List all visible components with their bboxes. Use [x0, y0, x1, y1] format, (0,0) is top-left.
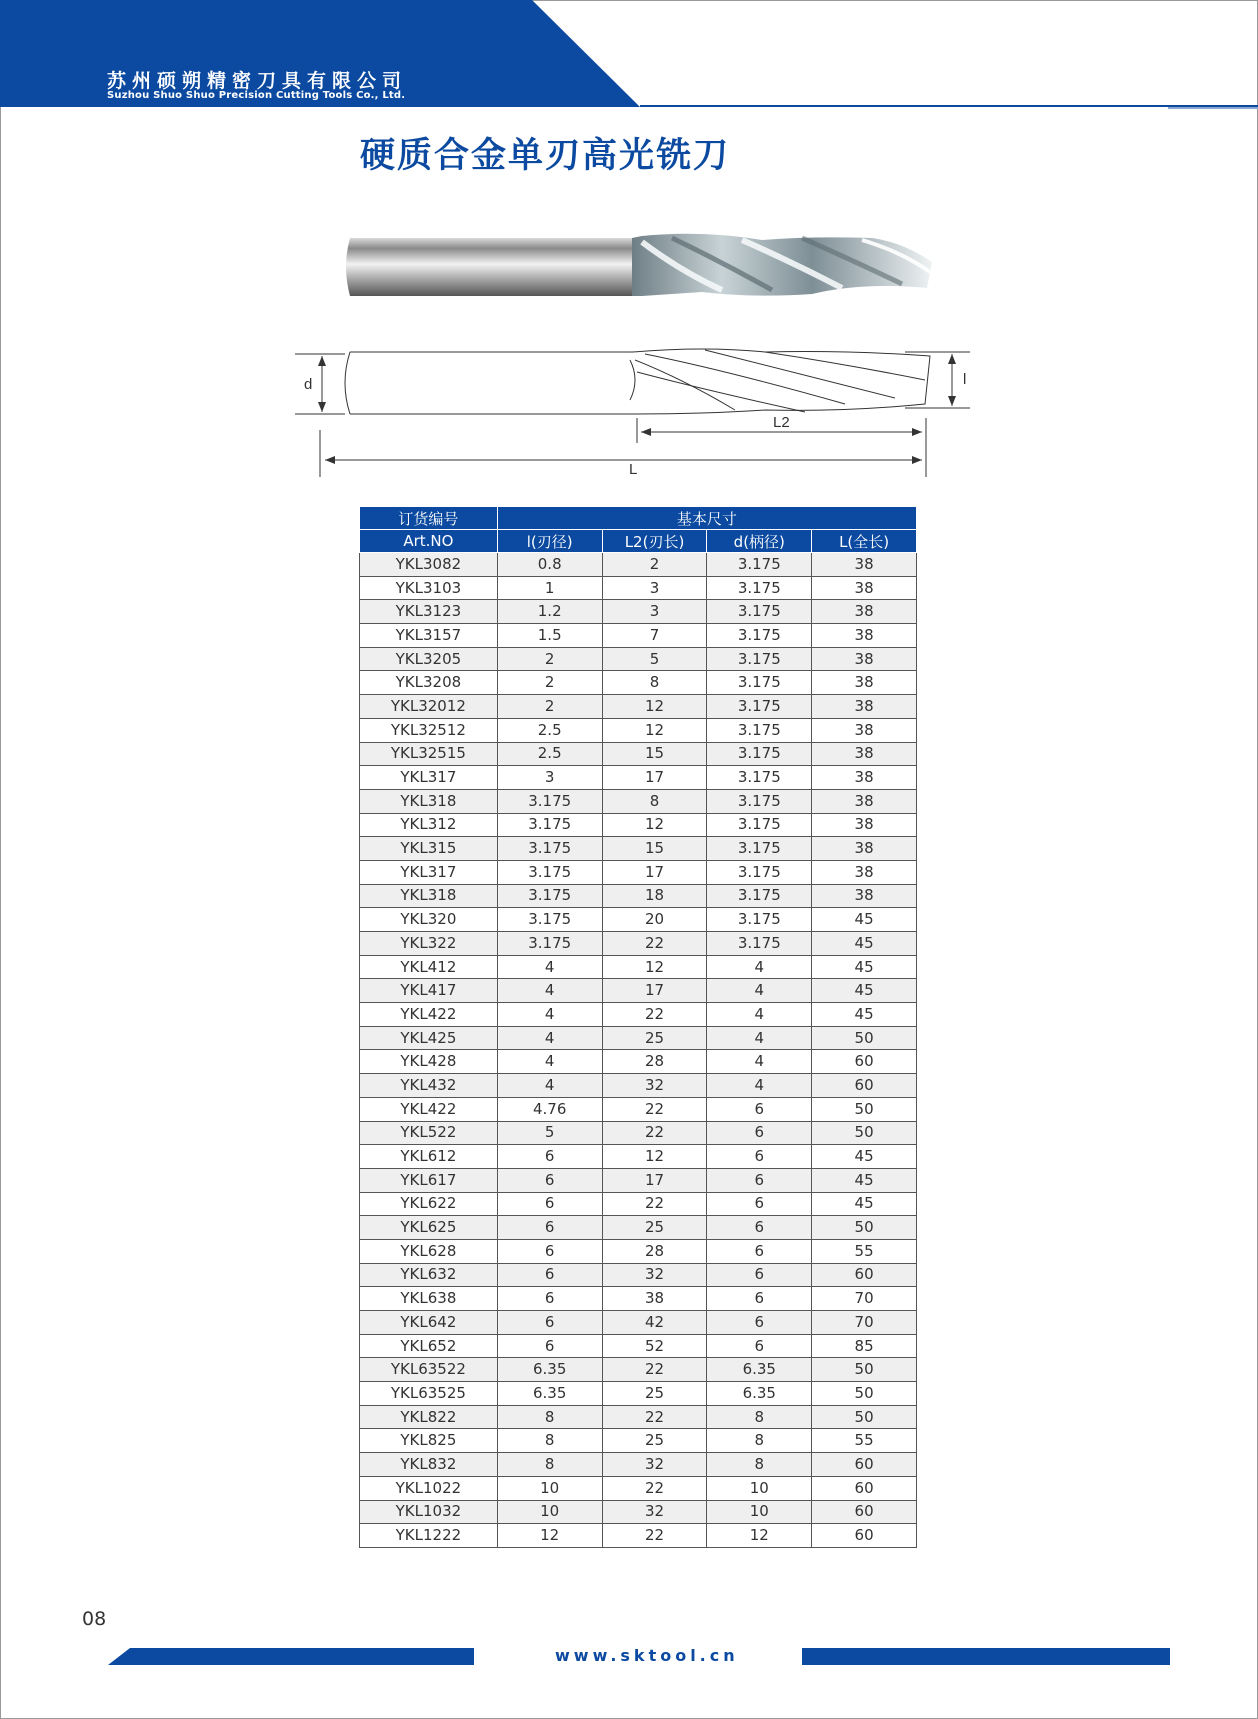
table-cell: 50: [812, 1216, 917, 1240]
table-cell: 8: [707, 1429, 812, 1453]
table-cell: 45: [812, 1145, 917, 1169]
table-row: [360, 1121, 917, 1145]
table-cell: 3.175: [707, 908, 812, 932]
table-cell: 8: [497, 1453, 602, 1477]
table-cell: 45: [812, 1192, 917, 1216]
table-cell: 2: [497, 671, 602, 695]
table-cell: 6: [497, 1311, 602, 1335]
table-row: [360, 766, 917, 790]
table-row: [360, 1263, 917, 1287]
table-row: [360, 1453, 917, 1477]
header-col-d: d(柄径): [707, 530, 812, 553]
table-cell: 3.175: [497, 860, 602, 884]
table-cell: YKL428: [360, 1050, 498, 1074]
spec-table: [359, 506, 917, 1548]
table-cell: YKL3205: [360, 647, 498, 671]
table-cell: 3.175: [707, 860, 812, 884]
table-cell: 3.175: [707, 718, 812, 742]
table-cell: 3.175: [707, 576, 812, 600]
table-cell: 1.5: [497, 624, 602, 648]
table-row: [360, 1524, 917, 1548]
table-cell: 3.175: [497, 908, 602, 932]
table-row: [360, 1429, 917, 1453]
table-cell: 38: [812, 742, 917, 766]
company-name-cn: 苏州硕朔精密刀具有限公司: [107, 70, 408, 92]
table-cell: 3.175: [497, 789, 602, 813]
table-cell: 3.175: [497, 813, 602, 837]
table-cell: 6.35: [497, 1382, 602, 1406]
table-cell: 50: [812, 1358, 917, 1382]
label-L: L: [629, 461, 638, 478]
table-cell: 45: [812, 1003, 917, 1027]
table-cell: YKL422: [360, 1097, 498, 1121]
table-cell: 3.175: [707, 932, 812, 956]
table-row: [360, 647, 917, 671]
table-cell: 2.5: [497, 742, 602, 766]
table-cell: 38: [812, 600, 917, 624]
table-cell: YKL317: [360, 860, 498, 884]
table-cell: 6.35: [707, 1358, 812, 1382]
table-cell: 8: [707, 1405, 812, 1429]
table-cell: 38: [812, 576, 917, 600]
table-cell: 12: [707, 1524, 812, 1548]
table-cell: 3.175: [707, 837, 812, 861]
table-row: [360, 576, 917, 600]
table-cell: YKL825: [360, 1429, 498, 1453]
table-cell: 60: [812, 1453, 917, 1477]
table-cell: YKL322: [360, 932, 498, 956]
table-cell: 3.175: [707, 695, 812, 719]
table-row: [360, 1026, 917, 1050]
table-cell: 38: [812, 837, 917, 861]
table-cell: YKL652: [360, 1334, 498, 1358]
table-cell: 25: [602, 1216, 707, 1240]
table-cell: 1: [497, 576, 602, 600]
table-cell: YKL3103: [360, 576, 498, 600]
table-row: [360, 1239, 917, 1263]
spec-table-body: [360, 553, 917, 1548]
table-cell: YKL622: [360, 1192, 498, 1216]
table-cell: 12: [497, 1524, 602, 1548]
table-cell: 6: [707, 1097, 812, 1121]
table-cell: 3.175: [497, 884, 602, 908]
table-row: [360, 884, 917, 908]
company-name-en: Suzhou Shuo Shuo Precision Cutting Tools Co., Ltd.: [107, 90, 406, 101]
table-cell: 6: [497, 1334, 602, 1358]
table-cell: YKL522: [360, 1121, 498, 1145]
table-cell: 4: [497, 1074, 602, 1098]
table-cell: 17: [602, 766, 707, 790]
table-cell: 12: [602, 955, 707, 979]
table-cell: 60: [812, 1074, 917, 1098]
table-cell: YKL3123: [360, 600, 498, 624]
table-row: [360, 955, 917, 979]
header-code-cn: 订货编号: [360, 507, 498, 530]
table-cell: 6: [707, 1168, 812, 1192]
table-cell: 17: [602, 979, 707, 1003]
table-cell: 38: [812, 624, 917, 648]
table-cell: 70: [812, 1311, 917, 1335]
table-cell: 6: [497, 1145, 602, 1169]
table-cell: 8: [497, 1429, 602, 1453]
table-cell: 60: [812, 1263, 917, 1287]
table-cell: 4: [497, 1003, 602, 1027]
table-cell: YKL422: [360, 1003, 498, 1027]
table-cell: YKL315: [360, 837, 498, 861]
table-cell: 6: [707, 1145, 812, 1169]
table-row: [360, 1192, 917, 1216]
table-cell: 6: [497, 1263, 602, 1287]
table-cell: 28: [602, 1050, 707, 1074]
table-cell: 45: [812, 979, 917, 1003]
table-cell: 10: [707, 1476, 812, 1500]
table-cell: 12: [602, 1145, 707, 1169]
page-number: 08: [82, 1608, 107, 1630]
table-cell: 32: [602, 1074, 707, 1098]
table-cell: 50: [812, 1405, 917, 1429]
table-cell: 4: [707, 1074, 812, 1098]
table-row: [360, 1168, 917, 1192]
table-cell: 3.175: [707, 647, 812, 671]
label-d: d: [304, 376, 313, 393]
table-cell: 15: [602, 742, 707, 766]
table-cell: 50: [812, 1382, 917, 1406]
table-cell: YKL617: [360, 1168, 498, 1192]
table-cell: 4: [707, 1026, 812, 1050]
table-cell: YKL32515: [360, 742, 498, 766]
table-cell: 55: [812, 1429, 917, 1453]
table-cell: 22: [602, 932, 707, 956]
table-cell: 50: [812, 1121, 917, 1145]
table-row: [360, 553, 917, 577]
table-row: [360, 695, 917, 719]
table-cell: 45: [812, 1168, 917, 1192]
table-cell: 4.76: [497, 1097, 602, 1121]
table-cell: YKL63525: [360, 1382, 498, 1406]
header-group: 基本尺寸: [497, 507, 916, 530]
table-cell: 38: [812, 718, 917, 742]
table-row: [360, 1216, 917, 1240]
table-cell: 4: [497, 955, 602, 979]
table-cell: YKL612: [360, 1145, 498, 1169]
table-row: [360, 1003, 917, 1027]
table-cell: 3.175: [707, 813, 812, 837]
table-cell: 6: [707, 1239, 812, 1263]
table-cell: 6: [707, 1216, 812, 1240]
table-cell: 45: [812, 955, 917, 979]
table-cell: 3.175: [707, 766, 812, 790]
table-cell: YKL417: [360, 979, 498, 1003]
table-cell: 6: [707, 1263, 812, 1287]
table-cell: 55: [812, 1239, 917, 1263]
table-cell: 3: [602, 600, 707, 624]
table-cell: YKL625: [360, 1216, 498, 1240]
table-cell: 8: [602, 789, 707, 813]
table-cell: 22: [602, 1524, 707, 1548]
header-code-en: Art.NO: [360, 530, 498, 553]
table-cell: 25: [602, 1429, 707, 1453]
table-cell: 38: [812, 647, 917, 671]
table-cell: 45: [812, 932, 917, 956]
table-cell: 12: [602, 695, 707, 719]
table-cell: 6: [497, 1287, 602, 1311]
page-title: 硬质合金单刃高光铣刀: [360, 136, 731, 176]
table-row: [360, 742, 917, 766]
table-cell: 28: [602, 1239, 707, 1263]
table-cell: YKL32012: [360, 695, 498, 719]
footer-bar-left: [108, 1648, 474, 1665]
table-row: [360, 1382, 917, 1406]
table-cell: 4: [707, 1003, 812, 1027]
table-cell: 22: [602, 1192, 707, 1216]
table-row: [360, 1500, 917, 1524]
table-cell: 50: [812, 1097, 917, 1121]
table-cell: 25: [602, 1026, 707, 1050]
table-cell: 8: [497, 1405, 602, 1429]
table-cell: 6: [707, 1192, 812, 1216]
table-cell: YKL32512: [360, 718, 498, 742]
table-cell: 60: [812, 1524, 917, 1548]
table-cell: 3.175: [497, 837, 602, 861]
table-cell: 3.175: [707, 671, 812, 695]
label-l: l: [963, 371, 967, 388]
table-cell: 38: [812, 766, 917, 790]
table-cell: 22: [602, 1476, 707, 1500]
table-cell: YKL822: [360, 1405, 498, 1429]
table-cell: 3.175: [707, 884, 812, 908]
table-row: [360, 1145, 917, 1169]
table-cell: YKL3157: [360, 624, 498, 648]
table-cell: YKL318: [360, 789, 498, 813]
table-cell: 10: [497, 1500, 602, 1524]
table-cell: 3.175: [707, 742, 812, 766]
table-cell: 45: [812, 908, 917, 932]
table-row: [360, 600, 917, 624]
table-cell: 2: [602, 553, 707, 577]
table-row: [360, 1050, 917, 1074]
table-cell: 0.8: [497, 553, 602, 577]
table-cell: 38: [812, 789, 917, 813]
table-cell: 4: [707, 955, 812, 979]
table-cell: 6: [497, 1239, 602, 1263]
table-cell: 2.5: [497, 718, 602, 742]
table-cell: 12: [602, 813, 707, 837]
header-rule: [640, 105, 1258, 107]
table-cell: 22: [602, 1003, 707, 1027]
website-url: www.sktool.cn: [555, 1646, 739, 1665]
table-cell: 32: [602, 1263, 707, 1287]
table-cell: 4: [497, 1026, 602, 1050]
table-cell: 6: [707, 1334, 812, 1358]
table-cell: 3.175: [707, 553, 812, 577]
table-cell: YKL317: [360, 766, 498, 790]
table-cell: 4: [497, 979, 602, 1003]
table-cell: 22: [602, 1358, 707, 1382]
table-cell: 5: [602, 647, 707, 671]
table-cell: 60: [812, 1476, 917, 1500]
table-cell: YKL432: [360, 1074, 498, 1098]
table-cell: YKL628: [360, 1239, 498, 1263]
table-cell: 6.35: [497, 1358, 602, 1382]
table-cell: YKL3208: [360, 671, 498, 695]
table-cell: 6: [497, 1216, 602, 1240]
table-cell: 32: [602, 1453, 707, 1477]
table-cell: 6.35: [707, 1382, 812, 1406]
table-cell: 38: [812, 695, 917, 719]
table-cell: 15: [602, 837, 707, 861]
table-row: [360, 1311, 917, 1335]
table-row: [360, 813, 917, 837]
table-cell: 38: [812, 884, 917, 908]
table-cell: 32: [602, 1500, 707, 1524]
table-row: [360, 1074, 917, 1098]
table-cell: 3.175: [497, 932, 602, 956]
table-cell: 7: [602, 624, 707, 648]
table-cell: 20: [602, 908, 707, 932]
table-cell: 6: [497, 1192, 602, 1216]
table-cell: 60: [812, 1050, 917, 1074]
table-cell: 2: [497, 695, 602, 719]
dimension-drawing: [285, 340, 985, 480]
table-cell: 3.175: [707, 600, 812, 624]
table-cell: 22: [602, 1097, 707, 1121]
table-cell: YKL412: [360, 955, 498, 979]
table-row: [360, 1287, 917, 1311]
table-row: [360, 1476, 917, 1500]
table-cell: YKL832: [360, 1453, 498, 1477]
table-cell: 38: [812, 860, 917, 884]
table-row: [360, 1358, 917, 1382]
table-cell: 3.175: [707, 789, 812, 813]
table-cell: 52: [602, 1334, 707, 1358]
table-cell: YKL638: [360, 1287, 498, 1311]
table-cell: 6: [707, 1287, 812, 1311]
table-cell: YKL312: [360, 813, 498, 837]
table-cell: 70: [812, 1287, 917, 1311]
table-row: [360, 860, 917, 884]
table-row: [360, 1097, 917, 1121]
table-row: [360, 671, 917, 695]
table-cell: 22: [602, 1405, 707, 1429]
table-cell: YKL63522: [360, 1358, 498, 1382]
table-row: [360, 979, 917, 1003]
table-cell: YKL318: [360, 884, 498, 908]
table-cell: 38: [812, 553, 917, 577]
table-row: [360, 932, 917, 956]
table-cell: 8: [602, 671, 707, 695]
table-cell: 4: [497, 1050, 602, 1074]
end-mill-photo: [342, 232, 942, 302]
table-cell: 1.2: [497, 600, 602, 624]
table-cell: 85: [812, 1334, 917, 1358]
table-cell: YKL320: [360, 908, 498, 932]
table-cell: 6: [707, 1311, 812, 1335]
table-cell: 6: [707, 1121, 812, 1145]
table-cell: 60: [812, 1500, 917, 1524]
table-row: [360, 624, 917, 648]
table-cell: 6: [497, 1168, 602, 1192]
table-cell: 25: [602, 1382, 707, 1406]
table-cell: 22: [602, 1121, 707, 1145]
table-cell: 3: [497, 766, 602, 790]
table-row: [360, 789, 917, 813]
table-cell: YKL3082: [360, 553, 498, 577]
table-cell: YKL1222: [360, 1524, 498, 1548]
table-cell: 17: [602, 1168, 707, 1192]
table-cell: 3.175: [707, 624, 812, 648]
table-cell: YKL1032: [360, 1500, 498, 1524]
header-rule-accent: [1168, 107, 1258, 109]
table-cell: YKL642: [360, 1311, 498, 1335]
table-cell: 17: [602, 860, 707, 884]
table-row: [360, 908, 917, 932]
table-row: [360, 1334, 917, 1358]
table-cell: 18: [602, 884, 707, 908]
table-cell: 3: [602, 576, 707, 600]
table-cell: 10: [497, 1476, 602, 1500]
table-cell: 2: [497, 647, 602, 671]
table-row: [360, 837, 917, 861]
table-cell: 10: [707, 1500, 812, 1524]
table-cell: 42: [602, 1311, 707, 1335]
table-row: [360, 718, 917, 742]
header-col-l: l(刃径): [497, 530, 602, 553]
table-cell: 38: [602, 1287, 707, 1311]
table-cell: YKL632: [360, 1263, 498, 1287]
table-cell: 4: [707, 1050, 812, 1074]
table-row: [360, 1405, 917, 1429]
table-cell: 4: [707, 979, 812, 1003]
label-L2: L2: [773, 414, 790, 431]
header-col-L: L(全长): [812, 530, 917, 553]
table-cell: 12: [602, 718, 707, 742]
footer-bar-right: [802, 1648, 1170, 1665]
table-cell: 50: [812, 1026, 917, 1050]
table-cell: 38: [812, 671, 917, 695]
table-cell: YKL425: [360, 1026, 498, 1050]
table-cell: 38: [812, 813, 917, 837]
table-cell: YKL1022: [360, 1476, 498, 1500]
table-cell: 5: [497, 1121, 602, 1145]
header-col-L2: L2(刃长): [602, 530, 707, 553]
table-cell: 8: [707, 1453, 812, 1477]
